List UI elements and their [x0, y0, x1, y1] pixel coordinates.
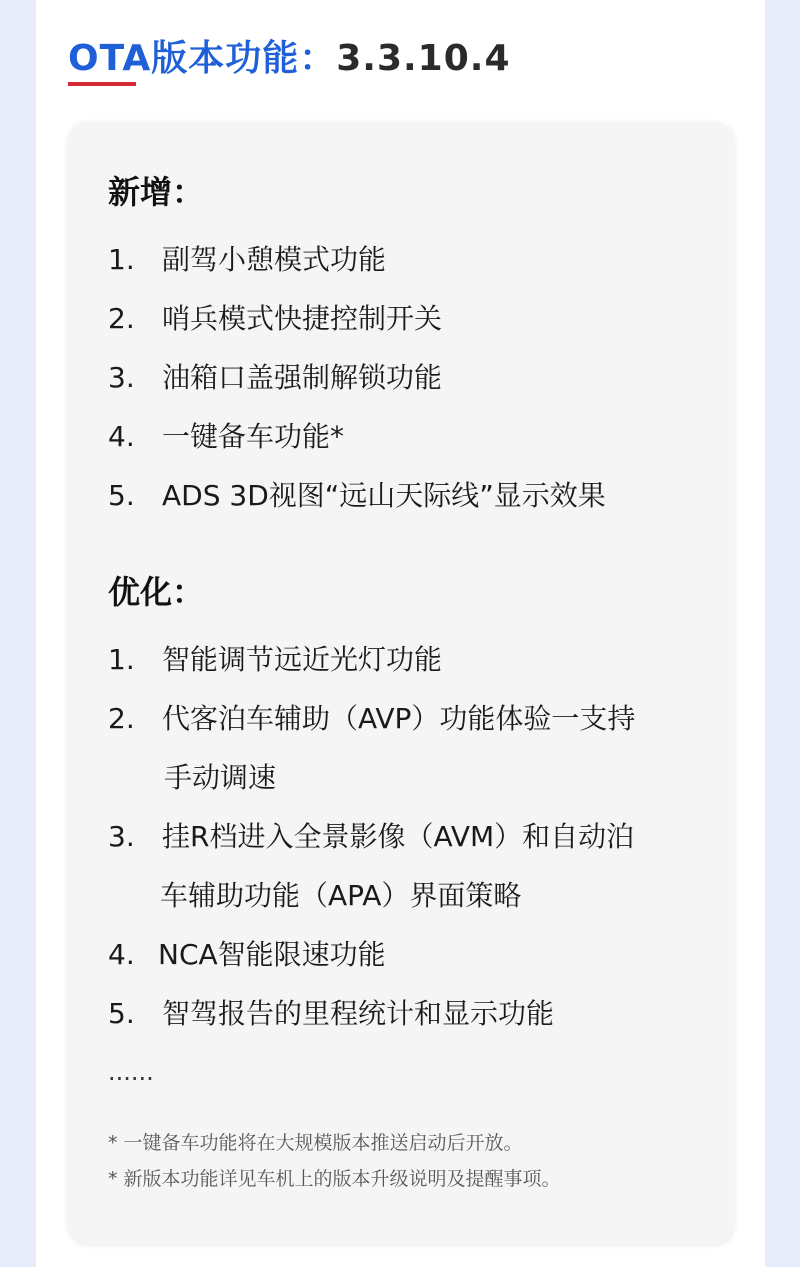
opt-item-2-continuation: 手动调速 — [164, 761, 277, 794]
more-ellipsis: ...... — [108, 1058, 154, 1086]
version-number: 3.3.10.4 — [336, 38, 511, 79]
optimizations-heading: 优化： — [108, 573, 205, 611]
opt-item-3 — [108, 807, 634, 866]
item-text: 一键备车功能* — [162, 420, 345, 453]
item-text: 智驾报告的里程统计和显示功能 — [162, 997, 555, 1030]
item-number: 1. — [108, 643, 135, 676]
new-item-3 — [108, 348, 442, 407]
title-underline — [68, 82, 136, 86]
item-text: 副驾小憩模式功能 — [162, 243, 387, 276]
new-item-4 — [108, 407, 344, 466]
page — [36, 0, 765, 1267]
new-item-2 — [108, 289, 442, 348]
item-number: 5. — [108, 479, 135, 512]
opt-item-5 — [108, 984, 554, 1043]
title-label: OTA版本功能： — [68, 38, 337, 79]
footnote-1: * 一键备车功能将在大规模版本推送启动后开放。 — [108, 1132, 523, 1154]
item-text: 挂R档进入全景影像（AVM）和自动泊 — [162, 820, 635, 853]
release-notes-card — [68, 122, 734, 1244]
item-number: 3. — [108, 361, 135, 394]
opt-item-3-continuation: 车辅助功能（APA）界面策略 — [160, 879, 522, 912]
item-text: NCA智能限速功能 — [158, 938, 386, 971]
new-item-1 — [108, 230, 386, 289]
item-number: 5. — [108, 997, 135, 1030]
item-number: 3. — [108, 820, 135, 853]
item-number: 2. — [108, 702, 135, 735]
footnote-2: * 新版本功能详见车机上的版本升级说明及提醒事项。 — [108, 1168, 561, 1190]
item-text: 哨兵模式快捷控制开关 — [162, 302, 443, 335]
item-text: ADS 3D视图“远山天际线”显示效果 — [162, 479, 606, 512]
opt-item-1 — [108, 630, 442, 689]
page-title — [68, 30, 511, 81]
item-text: 油箱口盖强制解锁功能 — [162, 361, 443, 394]
opt-item-2 — [108, 689, 635, 748]
item-number: 1. — [108, 243, 135, 276]
item-number: 4. — [108, 420, 135, 453]
item-text: 智能调节远近光灯功能 — [162, 643, 443, 676]
new-item-5 — [108, 466, 606, 525]
new-features-heading: 新增： — [108, 173, 205, 211]
item-text: 代客泊车辅助（AVP）功能体验一支持 — [162, 702, 636, 735]
item-number: 4. — [108, 938, 135, 971]
opt-item-4 — [108, 925, 386, 984]
item-number: 2. — [108, 302, 135, 335]
